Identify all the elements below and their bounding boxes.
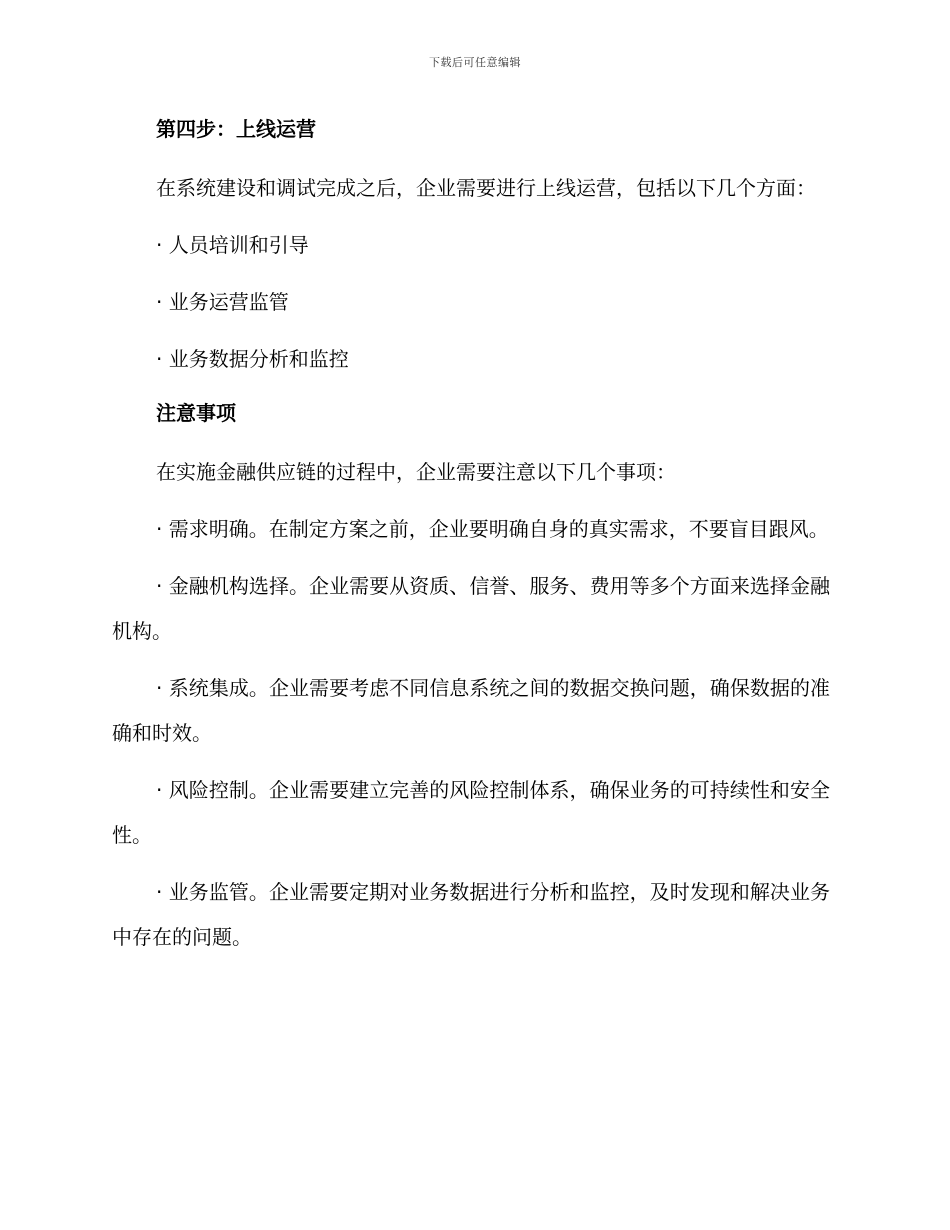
notes-list-item: · 业务监管。企业需要定期对业务数据进行分析和监控，及时发现和解决业务中存在的问题。 — [112, 880, 830, 949]
notes-list-item: · 金融机构选择。企业需要从资质、信誉、服务、费用等多个方面来选择金融机构。 — [112, 574, 830, 643]
notes-heading: 注意事项 — [156, 401, 236, 425]
step4-list-item: · 业务运营监管 — [156, 290, 289, 314]
page-header: 下载后可任意编辑 — [429, 56, 521, 69]
step4-list-item: · 人员培训和引导 — [156, 233, 309, 257]
notes-intro-paragraph: 在实施金融供应链的过程中，企业需要注意以下几个事项： — [156, 460, 676, 484]
notes-list-item: · 风险控制。企业需要建立完善的风险控制体系，确保业务的可持续性和安全性。 — [112, 778, 830, 847]
step4-intro-paragraph: 在系统建设和调试完成之后，企业需要进行上线运营，包括以下几个方面： — [156, 176, 816, 200]
notes-list-item: · 系统集成。企业需要考虑不同信息系统之间的数据交换问题，确保数据的准确和时效。 — [112, 676, 830, 745]
document-body — [112, 110, 830, 972]
step4-heading: 第四步：上线运营 — [156, 117, 316, 141]
notes-list-item: · 需求明确。在制定方案之前，企业要明确自身的真实需求，不要盲目跟风。 — [156, 517, 829, 541]
step4-list-item: · 业务数据分析和监控 — [156, 347, 349, 371]
